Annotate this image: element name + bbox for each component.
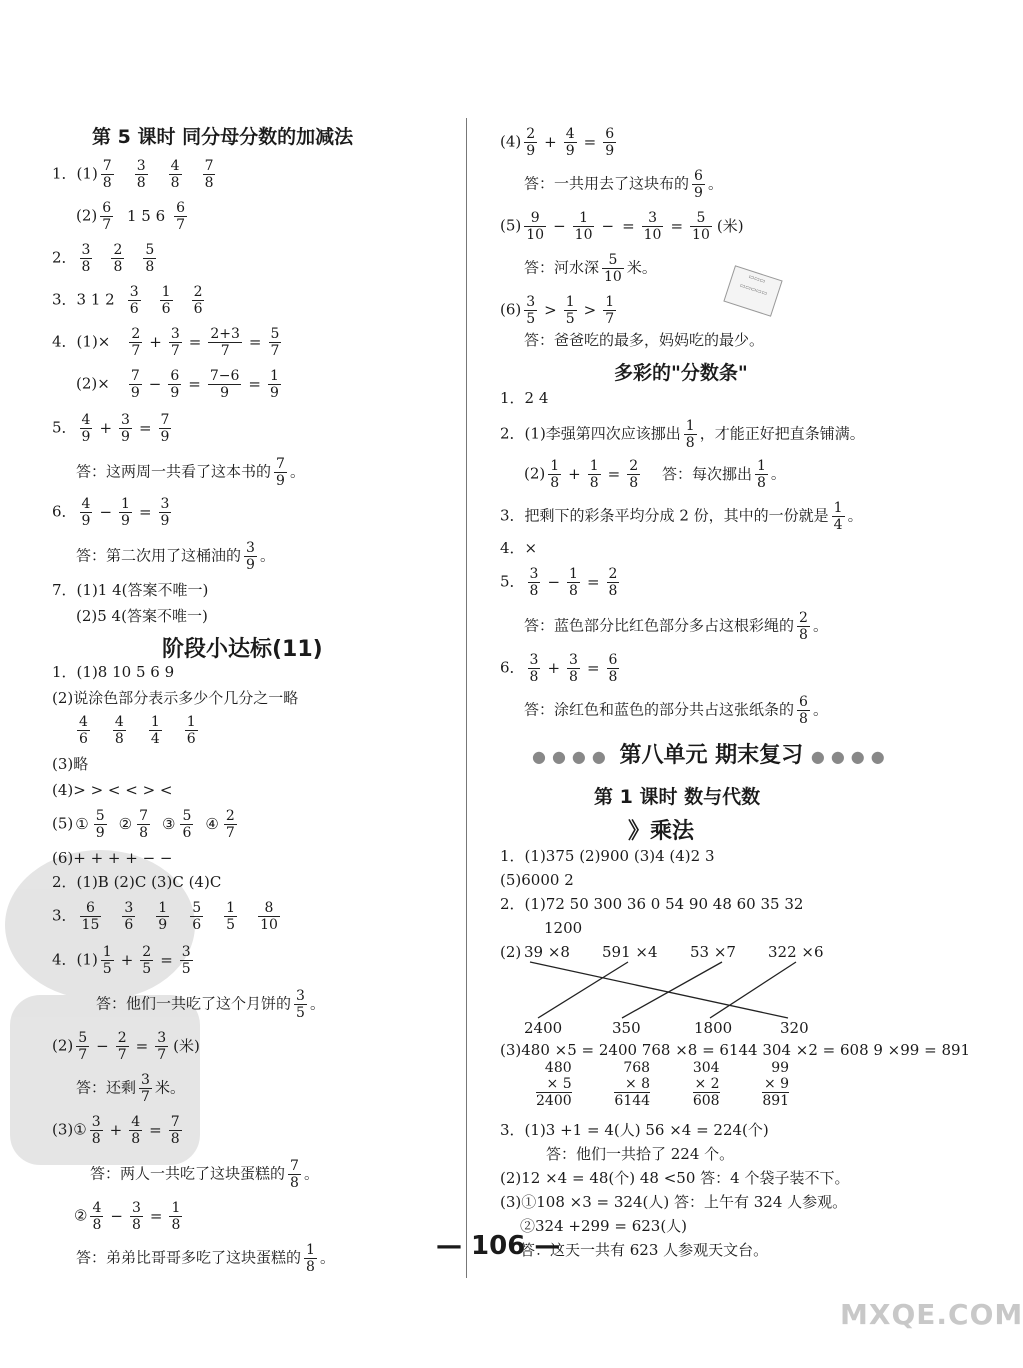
fraction: $\frac{1}{6}$ (161, 284, 171, 317)
q6-answer: 答：第二次用了这桶油的 $\frac{3}{9}$ 。 (76, 540, 275, 573)
vertical-calc-2: 304 × 2 608 (692, 1060, 720, 1109)
stamp-image: ▭▭▭ ▭▭▭▭▭ (723, 265, 782, 317)
s4-answer3b: 答：弟弟比哥哥多吃了这块蛋糕的 $\frac{1}{8}$ 。 (76, 1242, 335, 1275)
m6-answer: 答：涂红色和蓝色的部分共占这张纸条的 $\frac{6}{8}$ 。 (524, 694, 828, 727)
fraction: $\frac{3}{8}$ (529, 566, 539, 599)
fraction: $\frac{3}{8}$ (136, 158, 146, 191)
match-top-2: 53 ×7 (690, 943, 736, 961)
fraction: $\frac{5}{9}$ (95, 808, 105, 841)
fraction: $\frac{5}{10}$ (604, 252, 622, 285)
unit-title: ●●●● 第八单元 期末复习 ●●●● (532, 743, 891, 768)
fraction: $\frac{7}{9}$ (160, 412, 170, 445)
fraction: $\frac{6}{7}$ (102, 200, 112, 233)
fraction: $\frac{2}{6}$ (193, 284, 203, 317)
q1-line1: 1．(1) $\frac{7}{8}$ $\frac{3}{8}$ $\frac{4}{8}$ $\frac{7}{8}$ (52, 158, 214, 191)
q3-line: 3．3 1 2 $\frac{3}{6}$ $\frac{1}{6}$ $\frac{2}{6}$ (52, 284, 203, 317)
fraction: $\frac{3}{9}$ (160, 496, 170, 529)
subsection-title: 》乘法 (628, 819, 695, 844)
s4-answer2: 答：还剩 $\frac{3}{7}$ 米。 (76, 1072, 185, 1105)
m1-line: 1．2 4 (500, 389, 549, 407)
p1-line2: (5)6000 2 (500, 871, 574, 889)
q7-line2: (2)5 4(答案不唯一) (76, 607, 208, 625)
s1-line6: (6)+ + + + − − (52, 849, 173, 867)
m5-line: 5． $\frac{3}{8}$ − $\frac{1}{8}$ = $\frac{2}{8}$ (500, 566, 618, 599)
fraction: $\frac{3}{8}$ (529, 652, 539, 685)
fraction: $\frac{1}{8}$ (589, 458, 599, 491)
fraction: $\frac{7}{8}$ (139, 808, 148, 841)
match-top-1: 591 ×4 (602, 943, 658, 961)
fraction: $\frac{4}{9}$ (81, 412, 91, 445)
match-bottom-2: 1800 (694, 1019, 733, 1037)
fraction: $\frac{4}{8}$ (114, 714, 124, 747)
fraction: $\frac{1}{8}$ (756, 458, 766, 491)
fraction: $\frac{2}{9}$ (526, 126, 536, 159)
vertical-calc-0: 480 × 5 2400 (536, 1060, 572, 1109)
q5-answer: 答：这两周一共看了这本书的 $\frac{7}{9}$ 。 (76, 456, 305, 489)
match-bottom-3: 320 (780, 1019, 809, 1037)
fraction: $\frac{3}{10}$ (643, 210, 662, 243)
q7-line1: 7．(1)1 4(答案不唯一) (52, 581, 209, 599)
match-top-3: 322 ×6 (768, 943, 824, 961)
fraction: $\frac{3}{8}$ (131, 1200, 141, 1233)
p3-line1: 3．(1)3 +1 = 4(人) 56 ×4 = 224(个) (500, 1121, 769, 1139)
p3-line3b: ②324 +299 = 623(人) (520, 1217, 688, 1235)
column-divider (466, 118, 467, 1278)
r6-answer: 答：爸爸吃的最多，妈妈吃的最少。 (524, 331, 765, 349)
m4-line: 4．× (500, 539, 538, 557)
match-bottom-0: 2400 (524, 1019, 563, 1037)
lesson-title-2: 第 1 课时 数与代数 (594, 786, 761, 808)
match-top-0: 39 ×8 (524, 943, 570, 961)
site-watermark: MXQE.COM (840, 1298, 1023, 1331)
q5-line: 5． $\frac{4}{9}$ + $\frac{3}{9}$ = $\frac{7}{9}$ (52, 412, 170, 445)
s1-line3: (3)略 (52, 755, 89, 773)
fraction: $\frac{7}{8}$ (204, 158, 214, 191)
s4-line3b: ② $\frac{4}{8}$ − $\frac{3}{8}$ = $\frac{1}{8}$ (74, 1200, 181, 1233)
m2-line2: (2) $\frac{1}{8}$ + $\frac{1}{8}$ = $\frac{2}{8}$ 答：每次挪出 $\frac{1}{8}$ 。 (524, 458, 786, 491)
r4-line: (4) $\frac{2}{9}$ + $\frac{4}{9}$ = $\frac{6}{9}$ (500, 126, 615, 159)
fraction: $\frac{3}{9}$ (121, 412, 130, 445)
fraction: $\frac{2+3}{7}$ (210, 326, 240, 359)
fraction: $\frac{7}{9}$ (276, 456, 285, 489)
s1-line5: (5) ① $\frac{5}{9}$ ② $\frac{7}{8}$ ③ $\frac{5}{6}$ ④ $\frac{2}{7}$ (52, 808, 235, 841)
fraction: $\frac{5}{10}$ (692, 210, 710, 243)
fraction: $\frac{2}{5}$ (142, 944, 152, 977)
fraction: $\frac{2}{8}$ (113, 242, 123, 275)
fraction: $\frac{1}{8}$ (685, 418, 695, 451)
p3-answer1: 答：他们一共拾了 224 个。 (546, 1145, 735, 1163)
fraction: $\frac{5}{6}$ (192, 900, 202, 933)
stage-title: 阶段小达标(11) (162, 637, 323, 662)
fraction: $\frac{2}{8}$ (799, 610, 808, 643)
fraction: $\frac{2}{7}$ (117, 1030, 127, 1063)
s2-line: 2．(1)B (2)C (3)C (4)C (52, 873, 222, 891)
p2-line-cont: 1200 (544, 919, 583, 937)
q1-line2: (2) $\frac{6}{7}$ 1 5 6 $\frac{6}{7}$ (76, 200, 186, 233)
fraction: $\frac{4}{8}$ (92, 1200, 102, 1233)
fraction: $\frac{2}{8}$ (608, 566, 618, 599)
s4-line2: (2) $\frac{5}{7}$ − $\frac{2}{7}$ = $\frac{3}{7}$ (米) (52, 1030, 200, 1063)
fraction: $\frac{4}{9}$ (81, 496, 91, 529)
vertical-calc-3: 99 × 9 891 (762, 1060, 790, 1109)
fraction: $\frac{1}{9}$ (158, 900, 168, 933)
fraction: $\frac{7}{8}$ (102, 158, 112, 191)
fraction: $\frac{7}{9}$ (130, 368, 140, 401)
fraction: $\frac{1}{8}$ (306, 1242, 315, 1275)
fraction: $\frac{3}{5}$ (181, 944, 191, 977)
fraction: $\frac{6}{7}$ (176, 200, 186, 233)
fraction: $\frac{1}{5}$ (565, 294, 575, 327)
s1-line1: 1．(1)8 10 5 6 9 (52, 663, 175, 681)
fraction: $\frac{1}{6}$ (186, 714, 196, 747)
p1-line: 1．(1)375 (2)900 (3)4 (4)2 3 (500, 847, 715, 865)
fraction: $\frac{3}{5}$ (296, 988, 305, 1021)
fraction: $\frac{6}{9}$ (605, 126, 615, 159)
s3-line: 3． $\frac{6}{15}$ $\frac{3}{6}$ $\frac{1}{9}$ $\frac{5}{6}$ $\frac{1}{5}$ $\frac{8}{10}$ (52, 900, 278, 933)
fraction: $\frac{5}{6}$ (182, 808, 192, 841)
s1-line4: (4)> > < < > < (52, 781, 173, 799)
m5-answer: 答：蓝色部分比红色部分多占这根彩绳的 $\frac{2}{8}$ 。 (524, 610, 828, 643)
fraction: $\frac{1}{7}$ (605, 294, 615, 327)
p2-line: 2．(1)72 50 300 36 0 54 90 48 60 35 32 (500, 895, 804, 913)
fraction: $\frac{7-6}{9}$ (209, 368, 240, 401)
s4-line3: (3)① $\frac{3}{8}$ + $\frac{4}{8}$ = $\frac{7}{8}$ (52, 1114, 180, 1147)
p2-2-label: (2) (500, 943, 522, 961)
fraction: $\frac{1}{8}$ (569, 566, 578, 599)
s4-answer1: 答：他们一共吃了这个月饼的 $\frac{3}{5}$ 。 (96, 988, 325, 1021)
fraction: $\frac{3}{8}$ (81, 242, 91, 275)
r5-answer: 答：河水深 $\frac{5}{10}$ 米。 (524, 252, 657, 285)
dots-left-icon: ●●●● (532, 747, 612, 766)
fraction: $\frac{9}{10}$ (526, 210, 545, 243)
fraction: $\frac{1}{5}$ (102, 944, 112, 977)
vertical-calcs (536, 1060, 827, 1109)
fraction: $\frac{6}{9}$ (694, 168, 703, 201)
fraction: $\frac{1}{8}$ (550, 458, 560, 491)
m2-line1: 2．(1)李强第四次应该挪出 $\frac{1}{8}$ ，才能正好把直条铺满。 (500, 418, 865, 451)
fraction: $\frac{5}{7}$ (270, 326, 280, 359)
fraction: $\frac{4}{9}$ (565, 126, 575, 159)
lesson-title: 第 5 课时 同分母分数的加减法 (92, 126, 354, 148)
fraction: $\frac{3}{6}$ (129, 284, 139, 317)
q4-line2: (2)× $\frac{7}{9}$ − $\frac{6}{9}$ = $\frac{7-6}{9}$ = $\frac{1}{9}$ (76, 368, 279, 401)
matching-lines (496, 940, 836, 1020)
fraction: $\frac{8}{10}$ (260, 900, 278, 933)
fraction: $\frac{6}{8}$ (799, 694, 808, 727)
q2-line: 2． $\frac{3}{8}$ $\frac{2}{8}$ $\frac{5}{8}$ (52, 242, 155, 275)
page-number: — 106 — (436, 1231, 561, 1261)
m3-line: 3．把剩下的彩条平均分成 2 份，其中的一份就是 $\frac{1}{4}$ 。 (500, 500, 863, 533)
r4-answer: 答：一共用去了这块布的 $\frac{6}{9}$ 。 (524, 168, 723, 201)
fraction: $\frac{6}{15}$ (81, 900, 100, 933)
fraction: $\frac{2}{7}$ (225, 808, 235, 841)
fraction: $\frac{3}{7}$ (157, 1030, 167, 1063)
r5-line: (5) $\frac{9}{10}$ − $\frac{1}{10}$ − = $\frac{3}{10}$ = $\frac{5}{10}$ (米) (500, 210, 744, 243)
s4-answer3: 答：两人一共吃了这块蛋糕的 $\frac{7}{8}$ 。 (90, 1158, 319, 1191)
s4-line1: 4．(1) $\frac{1}{5}$ + $\frac{2}{5}$ = $\frac{3}{5}$ (52, 944, 191, 977)
fraction: $\frac{3}{7}$ (170, 326, 180, 359)
p2-3-line: (3)480 ×5 = 2400 768 ×8 = 6144 304 ×2 = 608 9 ×99 = 891 (500, 1041, 971, 1059)
fraction: $\frac{1}{9}$ (269, 368, 279, 401)
fraction: $\frac{4}{8}$ (131, 1114, 141, 1147)
fraction: $\frac{6}{9}$ (170, 368, 180, 401)
fraction: $\frac{3}{9}$ (246, 540, 255, 573)
match-bottom-1: 350 (612, 1019, 641, 1037)
fraction: $\frac{1}{8}$ (171, 1200, 181, 1233)
fraction: $\frac{4}{8}$ (170, 158, 180, 191)
fraction: $\frac{3}{7}$ (141, 1072, 150, 1105)
fraction: $\frac{5}{8}$ (145, 242, 155, 275)
m6-line: 6． $\frac{3}{8}$ + $\frac{3}{8}$ = $\frac{6}{8}$ (500, 652, 618, 685)
fraction: $\frac{1}{5}$ (226, 900, 236, 933)
fraction: $\frac{2}{8}$ (629, 458, 639, 491)
fraction: $\frac{1}{4}$ (833, 500, 843, 533)
fraction: $\frac{1}{9}$ (121, 496, 130, 529)
s1-line2-fracs (74, 714, 218, 747)
fraction: $\frac{7}{8}$ (170, 1114, 180, 1147)
fraction: $\frac{1}{10}$ (574, 210, 593, 243)
fraction: $\frac{3}{5}$ (526, 294, 536, 327)
fraction: $\frac{3}{8}$ (569, 652, 578, 685)
p3-answer3b: 答：这天一共有 623 人参观天文台。 (520, 1241, 769, 1259)
fraction: $\frac{3}{6}$ (124, 900, 134, 933)
r6-line: (6) $\frac{3}{5}$ > $\frac{1}{5}$ > $\frac{1}{7}$ (500, 294, 615, 327)
dots-right-icon: ●●●● (810, 747, 891, 766)
q4-line1: 4．(1)× $\frac{2}{7}$ + $\frac{3}{7}$ = $\frac{2+3}{7}$ = $\frac{5}{7}$ (52, 326, 280, 359)
fraction: $\frac{4}{6}$ (79, 714, 88, 747)
fraction: $\frac{6}{8}$ (608, 652, 618, 685)
fraction: $\frac{1}{4}$ (150, 714, 160, 747)
q6-line: 6． $\frac{4}{9}$ − $\frac{1}{9}$ = $\frac{3}{9}$ (52, 496, 170, 529)
s1-line2: (2)说涂色部分表示多少个几分之一略 (52, 689, 299, 707)
fraction: $\frac{3}{8}$ (91, 1114, 101, 1147)
vertical-calc-1: 768 × 8 6144 (614, 1060, 651, 1109)
fraction: $\frac{7}{8}$ (290, 1158, 299, 1191)
fraction: $\frac{5}{7}$ (78, 1030, 88, 1063)
section-title-fraction-strips: 多彩的"分数条" (614, 362, 748, 384)
p3-line2: (2)12 ×4 = 48(个) 48 <50 答：4 个袋子装不下。 (500, 1169, 850, 1187)
fraction: $\frac{2}{7}$ (131, 326, 141, 359)
p3-line3: (3)①108 ×3 = 324(人) 答：上午有 324 人参观。 (500, 1193, 848, 1211)
